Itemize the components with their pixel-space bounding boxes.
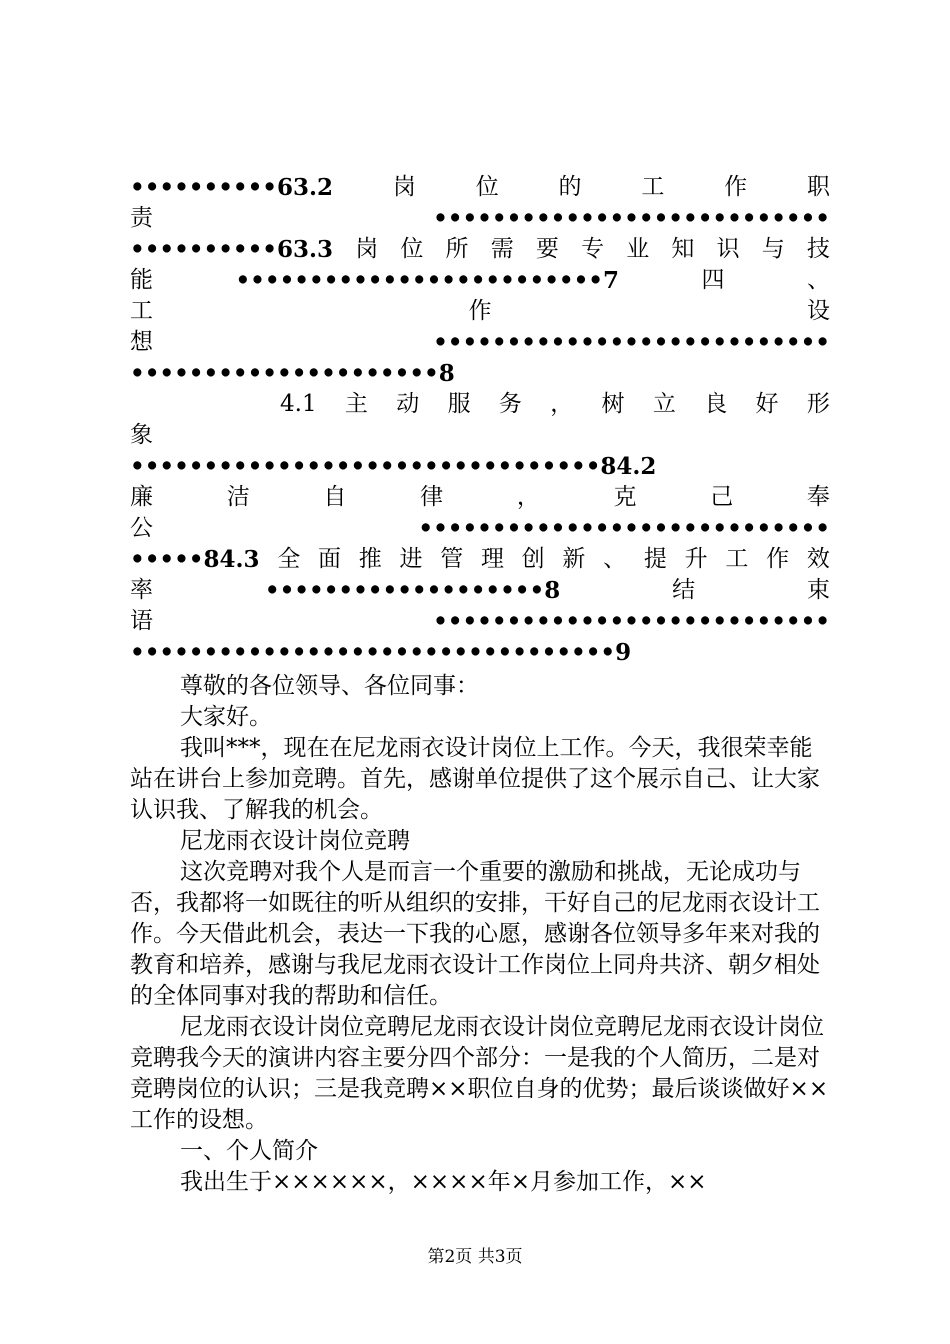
toc-line-fragment: 律 — [420, 484, 444, 510]
toc-line — [130, 544, 830, 575]
toc-line-fragment: 动 — [396, 391, 420, 417]
toc-line-fragment: 岗 — [392, 174, 416, 200]
toc-line-fragment: 业 — [626, 236, 650, 262]
toc-line-fragment: ••••••••••63.3 — [130, 236, 334, 263]
toc-line-fragment: •••••••••••••••••••••••••••••••••9 — [130, 639, 632, 666]
toc-line-fragment: 位 — [400, 236, 424, 262]
toc-line-fragment: 想 — [130, 329, 153, 355]
toc-line-fragment: 所 — [445, 236, 469, 262]
toc-line-fragment: 象 — [130, 422, 153, 448]
toc-line-fragment: 立 — [652, 391, 676, 417]
toc-line-fragment: 面 — [318, 546, 341, 572]
toc-line-fragment: 公 — [130, 515, 153, 541]
toc-line-fragment: ， — [550, 391, 574, 417]
toc-line-fragment: 己 — [710, 484, 734, 510]
toc-line — [130, 296, 830, 327]
toc-line-fragment: 的 — [558, 174, 582, 200]
toc-line-fragment: 自 — [323, 484, 347, 510]
toc-line-fragment: 四 — [701, 267, 725, 293]
toc-line-fragment: 推 — [358, 546, 382, 572]
toc-line-fragment: 廉 — [130, 484, 153, 510]
toc-line-fragment: 4.1 — [280, 391, 317, 417]
body-paragraph: 大家好。 — [180, 704, 272, 730]
toc-line-fragment: •••••••••••••••••••8 — [264, 577, 561, 604]
toc-line — [130, 358, 830, 389]
toc-line-fragment: 技 — [806, 236, 830, 262]
toc-line-fragment: 奉 — [806, 484, 830, 510]
toc-line-fragment: 进 — [399, 546, 423, 572]
toc-line — [130, 327, 830, 358]
toc-line-fragment: 结 — [672, 577, 696, 603]
body-paragraph: 我叫***，现在在尼龙雨衣设计岗位上工作。今天，我很荣幸能站在讲台上参加竞聘。首先，感谢单位提供了这个展示自己、让大家认识我、了解我的机会。 — [130, 735, 820, 823]
toc-line-fragment: 作 — [766, 546, 790, 572]
document-content — [130, 172, 830, 1198]
body-paragraph: 尼龙雨衣设计岗位竞聘尼龙雨衣设计岗位竞聘尼龙雨衣设计岗位竞聘我今天的演讲内容主要分四个部分：一是我的个人简历，二是对竞聘岗位的认识；三是我竞聘××职位自身的优势；最后谈谈做好××工作的设想。 — [130, 1014, 829, 1133]
toc-line-fragment: 职 — [807, 174, 830, 200]
toc-line-fragment: 工 — [130, 298, 153, 324]
toc-line — [130, 513, 830, 544]
toc-line — [130, 606, 830, 637]
toc-line-fragment: 创 — [521, 546, 545, 572]
body-paragraph: 一、个人简介 — [180, 1138, 318, 1164]
toc-line — [130, 575, 830, 606]
toc-line-fragment: 新 — [562, 546, 586, 572]
toc-line-fragment: 、 — [603, 546, 627, 572]
toc-line-fragment: 作 — [724, 174, 748, 200]
toc-line-fragment: 全 — [277, 546, 301, 572]
toc-line-fragment: 主 — [344, 391, 368, 417]
toc-line-fragment: 要 — [535, 236, 559, 262]
toc-line-fragment: 洁 — [226, 484, 250, 510]
body-paragraph: 尼龙雨衣设计岗位竞聘 — [180, 828, 410, 854]
toc-line-fragment: •••••••••••••••••••••••••7 — [235, 267, 620, 294]
toc-line-fragment: 升 — [684, 546, 708, 572]
toc-line-fragment: 作 — [468, 298, 492, 324]
toc-line-fragment: 、 — [806, 267, 830, 293]
toc-line-fragment: 束 — [807, 577, 830, 603]
page-footer: 第2页 共3页 — [427, 1247, 523, 1267]
table-of-contents — [130, 172, 830, 668]
toc-line-fragment: 与 — [761, 236, 785, 262]
toc-line-fragment: 设 — [807, 298, 830, 324]
toc-line-fragment: 工 — [725, 546, 749, 572]
toc-line-fragment: 良 — [704, 391, 728, 417]
toc-line — [130, 451, 830, 482]
toc-line-fragment: 服 — [447, 391, 471, 417]
toc-line — [130, 420, 830, 451]
toc-line — [130, 265, 830, 296]
toc-line-fragment: 理 — [480, 546, 504, 572]
body-paragraph: 尊敬的各位领导、各位同事： — [180, 673, 479, 699]
toc-line-fragment: 提 — [643, 546, 667, 572]
toc-line-fragment: ••••••••••••••••••••••••••• — [433, 608, 830, 635]
toc-line-fragment: •••••••••••••••••••••8 — [130, 360, 455, 387]
toc-line-fragment: 管 — [440, 546, 464, 572]
toc-line-fragment: 形 — [806, 391, 830, 417]
toc-line-fragment: 识 — [716, 236, 740, 262]
toc-line — [130, 637, 830, 668]
toc-line-fragment: •••••84.3 — [130, 546, 260, 573]
toc-line-fragment: 率 — [130, 577, 153, 603]
toc-line-fragment: ••••••••••••••••••••••••••• — [433, 329, 830, 356]
toc-line-fragment: 语 — [130, 608, 153, 634]
toc-line-fragment: ••••••••••63.2 — [130, 174, 334, 201]
toc-line — [130, 389, 830, 420]
toc-line — [130, 203, 830, 234]
toc-line-fragment: 岗 — [355, 236, 379, 262]
toc-line-fragment: 好 — [755, 391, 779, 417]
toc-line-fragment: ••••••••••••••••••••••••••• — [433, 205, 830, 232]
toc-line — [130, 482, 830, 513]
toc-line-fragment: 工 — [641, 174, 665, 200]
toc-line-fragment: 需 — [490, 236, 514, 262]
body-paragraph: 我出生于××××××，××××年×月参加工作，×× — [180, 1169, 707, 1195]
toc-line-fragment: 效 — [806, 546, 830, 572]
toc-line-fragment: •••••••••••••••••••••••••••• — [418, 515, 830, 542]
toc-line-fragment: 克 — [613, 484, 637, 510]
toc-line — [130, 234, 830, 265]
toc-line-fragment: ••••••••••••••••••••••••••••••••84.2 — [130, 453, 657, 480]
toc-line-fragment: 专 — [581, 236, 605, 262]
toc-line-fragment: ， — [516, 484, 540, 510]
toc-line-fragment: 树 — [601, 391, 625, 417]
toc-line — [130, 172, 830, 203]
toc-line-fragment: 责 — [130, 205, 153, 231]
toc-line-fragment: 能 — [130, 267, 153, 293]
body-paragraph: 这次竞聘对我个人是而言一个重要的激励和挑战，无论成功与否，我都将一如既往的听从组织的安排，干好自己的尼龙雨衣设计工作。今天借此机会，表达一下我的心愿，感谢各位领导多年来对我的教育和培养，感谢与我尼龙雨衣设计工作岗位上同舟共济、朝夕相处的全体同事对我的帮助和信任。 — [130, 859, 820, 1009]
toc-line-fragment: 知 — [671, 236, 695, 262]
document-body — [130, 671, 830, 1198]
toc-line-fragment: 务 — [498, 391, 522, 417]
toc-line-fragment: 位 — [475, 174, 499, 200]
